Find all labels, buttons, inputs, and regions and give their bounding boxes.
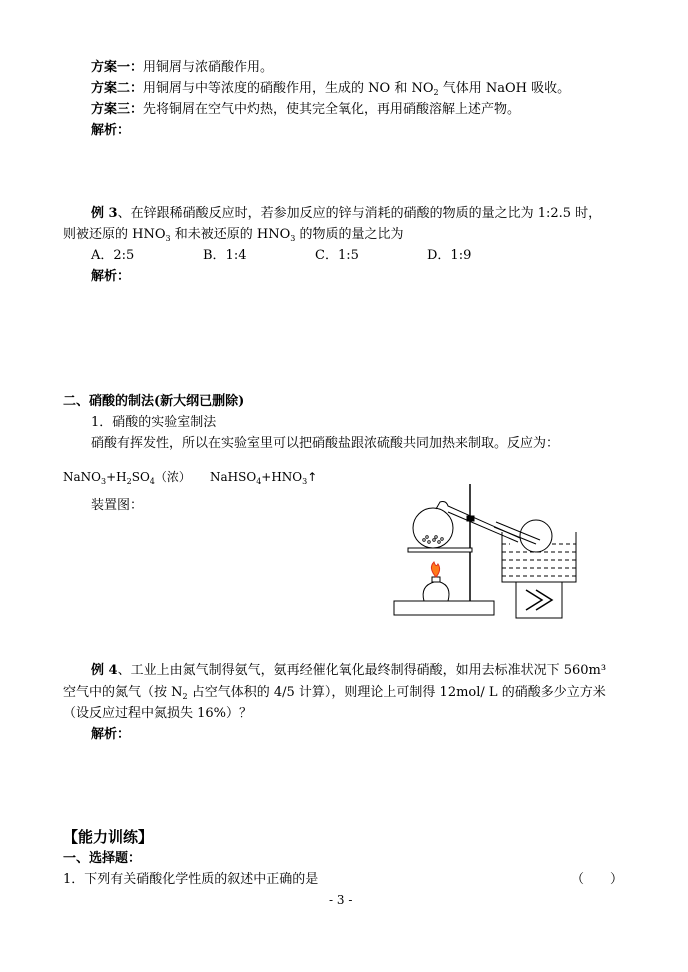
equation-right: [210, 469, 317, 485]
example-3-text-1: 、在锌跟稀硝酸反应时，若参加反应的锌与消耗的硝酸的物质的量之比为 1:2.5 时，: [117, 206, 602, 221]
scheme-2: [91, 81, 570, 97]
example-4-line-1: [91, 663, 606, 679]
eq-l3s: 4: [149, 477, 155, 486]
example-3-line-1: [91, 206, 601, 222]
example-4-text-2a: 空气中的氮气（按 N: [63, 685, 183, 700]
scheme-1: [91, 60, 273, 76]
scheme-1-label: 方案一：: [91, 60, 144, 75]
example-4-text-1: 、工业上由氮气制得氨气，氨再经催化氧化最终制得硝酸，如用去标准状况下 560m³: [117, 663, 607, 678]
eq-l2s: 2: [126, 477, 132, 486]
scheme-2-sub: 2: [433, 88, 439, 97]
scheme-2-text-b: 气体用 NaOH 吸收。: [438, 81, 571, 96]
trough-support: [516, 582, 562, 618]
training-section: 一、选择题：: [63, 851, 142, 866]
eq-l1s: 3: [101, 477, 107, 486]
page-number: - 3 -: [329, 893, 353, 907]
question-1: 1．下列有关硝酸化学性质的叙述中正确的是: [63, 872, 319, 887]
gas-up-arrow: ↑: [307, 470, 318, 484]
flame-icon: [431, 562, 439, 577]
eq-l3: SO: [131, 470, 150, 484]
example-3-option-c[interactable]: C．1:5: [315, 248, 359, 263]
example-3-option-d[interactable]: D．1:9: [427, 248, 472, 263]
receiver-flask: [520, 520, 552, 552]
example-3-option-b[interactable]: B．1:4: [203, 248, 247, 263]
eq-r1s: 4: [256, 477, 262, 486]
scheme-3-label: 方案三：: [91, 102, 144, 117]
section-2-paragraph: 硝酸有挥发性，所以在实验室里可以把硝酸盐跟浓硫酸共同加热来制取。反应为：: [91, 436, 560, 451]
scheme-3: [91, 102, 520, 118]
example-3-text-2c: 的物质的量之比为: [295, 227, 404, 242]
example-3-sub-2: 3: [290, 234, 296, 243]
example-3-line-2: [63, 227, 403, 243]
example-3-option-a[interactable]: A．2:5: [91, 248, 135, 263]
eq-l1: NaNO: [63, 470, 101, 484]
example-4-line-3: （设反应过程中氮损失 16%）？: [63, 706, 253, 721]
example-4-line-2: [63, 685, 606, 701]
section-2-subtitle: 1．硝酸的实验室制法: [91, 415, 217, 430]
eq-r1: NaHSO: [210, 470, 257, 484]
stand-base: [394, 601, 494, 615]
scheme-1-text: 用铜屑与浓硝酸作用。: [143, 60, 274, 75]
eq-r2s: 3: [302, 477, 308, 486]
example-3-text-2a: 则被还原的 HNO: [63, 227, 166, 242]
example-3-sub-1: 3: [165, 234, 171, 243]
apparatus-label: 装置图：: [91, 498, 144, 513]
example-3-label: 例 3: [91, 206, 118, 221]
question-1-answer-blank[interactable]: （ ）: [571, 872, 624, 887]
scheme-analysis: 解析：: [91, 123, 131, 138]
example-3-analysis: 解析：: [91, 269, 131, 284]
eq-l2: +H: [106, 470, 127, 484]
wire-gauze: [408, 548, 472, 552]
alcohol-lamp: [423, 582, 449, 601]
eq-l4: （浓）: [154, 470, 191, 484]
equation-left: [63, 469, 191, 485]
example-4-sub: 2: [182, 692, 188, 701]
scheme-3-text: 先将铜屑在空气中灼热，使其完全氧化，再用硝酸溶解上述产物。: [143, 102, 521, 117]
section-2-title: 二、硝酸的制法(新大纲已删除): [63, 394, 245, 409]
training-title: 【能力训练】: [63, 828, 154, 846]
example-4-analysis: 解析：: [91, 727, 131, 742]
retort-flask: [413, 508, 453, 548]
example-4-label: 例 4: [91, 663, 118, 678]
scheme-2-label: 方案二：: [91, 81, 144, 96]
scheme-2-text-a: 用铜屑与中等浓度的硝酸作用，生成的 NO 和 NO: [143, 81, 434, 96]
apparatus-diagram: [390, 482, 590, 622]
example-3-text-2b: 和未被还原的 HNO: [170, 227, 291, 242]
example-4-text-2b: 占空气体积的 4/5 计算），则理论上可制得 12mol/ L 的硝酸多少立方米: [187, 685, 606, 700]
eq-r2: +HNO: [261, 470, 303, 484]
